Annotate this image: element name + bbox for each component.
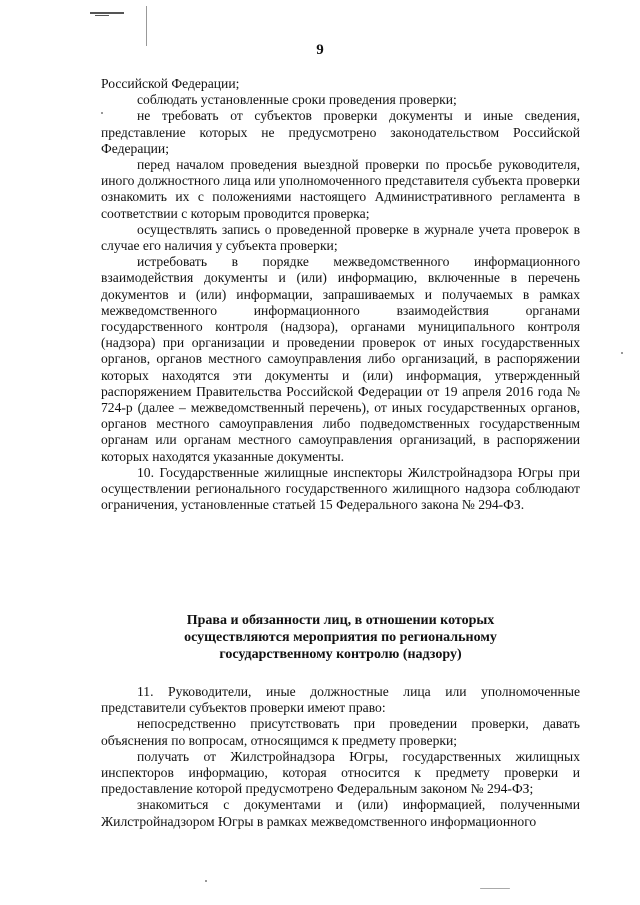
paragraph: перед началом проведения выездной проверки по просьбе руководителя, иного должностного лица или уполномоченного представителя субъекта проверки ознакомить их с положениями настоящего Административного регламента в соответствии с которым проводится проверка; bbox=[101, 157, 580, 221]
paragraph: 11. Руководители, иные должностные лица или уполномоченные представители субъектов проверки имеют право: bbox=[101, 684, 580, 716]
scan-speck bbox=[621, 352, 623, 354]
section-heading-line: осуществляются мероприятия по региональному bbox=[184, 630, 497, 645]
scan-speck bbox=[205, 880, 207, 882]
scan-artifact-top-left bbox=[90, 12, 124, 14]
paragraph: знакомиться с документами и (или) информацией, полученными Жилстройнадзором Югры в рамках межведомственного информационного bbox=[101, 797, 580, 829]
paragraph: получать от Жилстройнадзора Югры, государственных жилищных инспекторов информацию, которая относится к предмету проверки и предоставление которой предусмотрено Федеральным законом № 294-ФЗ; bbox=[101, 748, 580, 797]
scan-artifact-top-left bbox=[95, 15, 109, 16]
paragraph: осуществлять запись о проведенной проверке в журнале учета проверок в случае его наличия у субъекта проверки; bbox=[101, 221, 580, 254]
paragraph: соблюдать установленные сроки проведения проверки; bbox=[137, 92, 457, 108]
paragraph: Российской Федерации; bbox=[101, 76, 240, 91]
paragraph: непосредственно присутствовать при проведении проверки, давать объяснения по вопросам, относящимся к предмету проверки; bbox=[101, 716, 580, 748]
paragraph: истребовать в порядке межведомственного информационного взаимодействия документы и (или) информацию, включенные в перечень документов и (или) информации, запрашиваемых и получаемых в рамках межведомственного информационного взаимодействия органами государственного контроля (надзора), органами муниципального контроля (надзора) при организации и проведении проверок от иных государственных органов, органов местного самоуправления либо организаций, в распоряжении которых находятся эти документы и (или) информация, утвержденный распоряжением Правительства Российской Федерации от 19 апреля 2016 года № 724-р (далее – межведомственный перечень), от иных государственных органов, органов местного самоуправления либо подведомственных государственным органам или органам местного самоуправления организаций, в распоряжении которых находятся указанные документы. bbox=[101, 254, 580, 464]
page-number: 9 bbox=[316, 42, 324, 58]
paragraph: не требовать от субъектов проверки документы и иные сведения, представление которых не предусмотрено законодательством Российской Федерации; bbox=[101, 108, 580, 156]
paragraph: 10. Государственные жилищные инспекторы Жилстройнадзора Югры при осуществлении регионального государственного жилищного надзора соблюдают ограничения, установленные статьей 15 Федерального закона № 294-ФЗ. bbox=[101, 464, 580, 513]
scan-speck bbox=[480, 888, 510, 889]
body-text-top bbox=[101, 76, 580, 513]
body-text-bottom bbox=[101, 684, 580, 830]
scan-artifact-vertical-line bbox=[146, 6, 147, 46]
section-heading bbox=[101, 612, 580, 663]
section-heading-line: государственному контролю (надзору) bbox=[219, 647, 462, 662]
section-heading-line: Права и обязанности лиц, в отношении которых bbox=[186, 613, 495, 628]
